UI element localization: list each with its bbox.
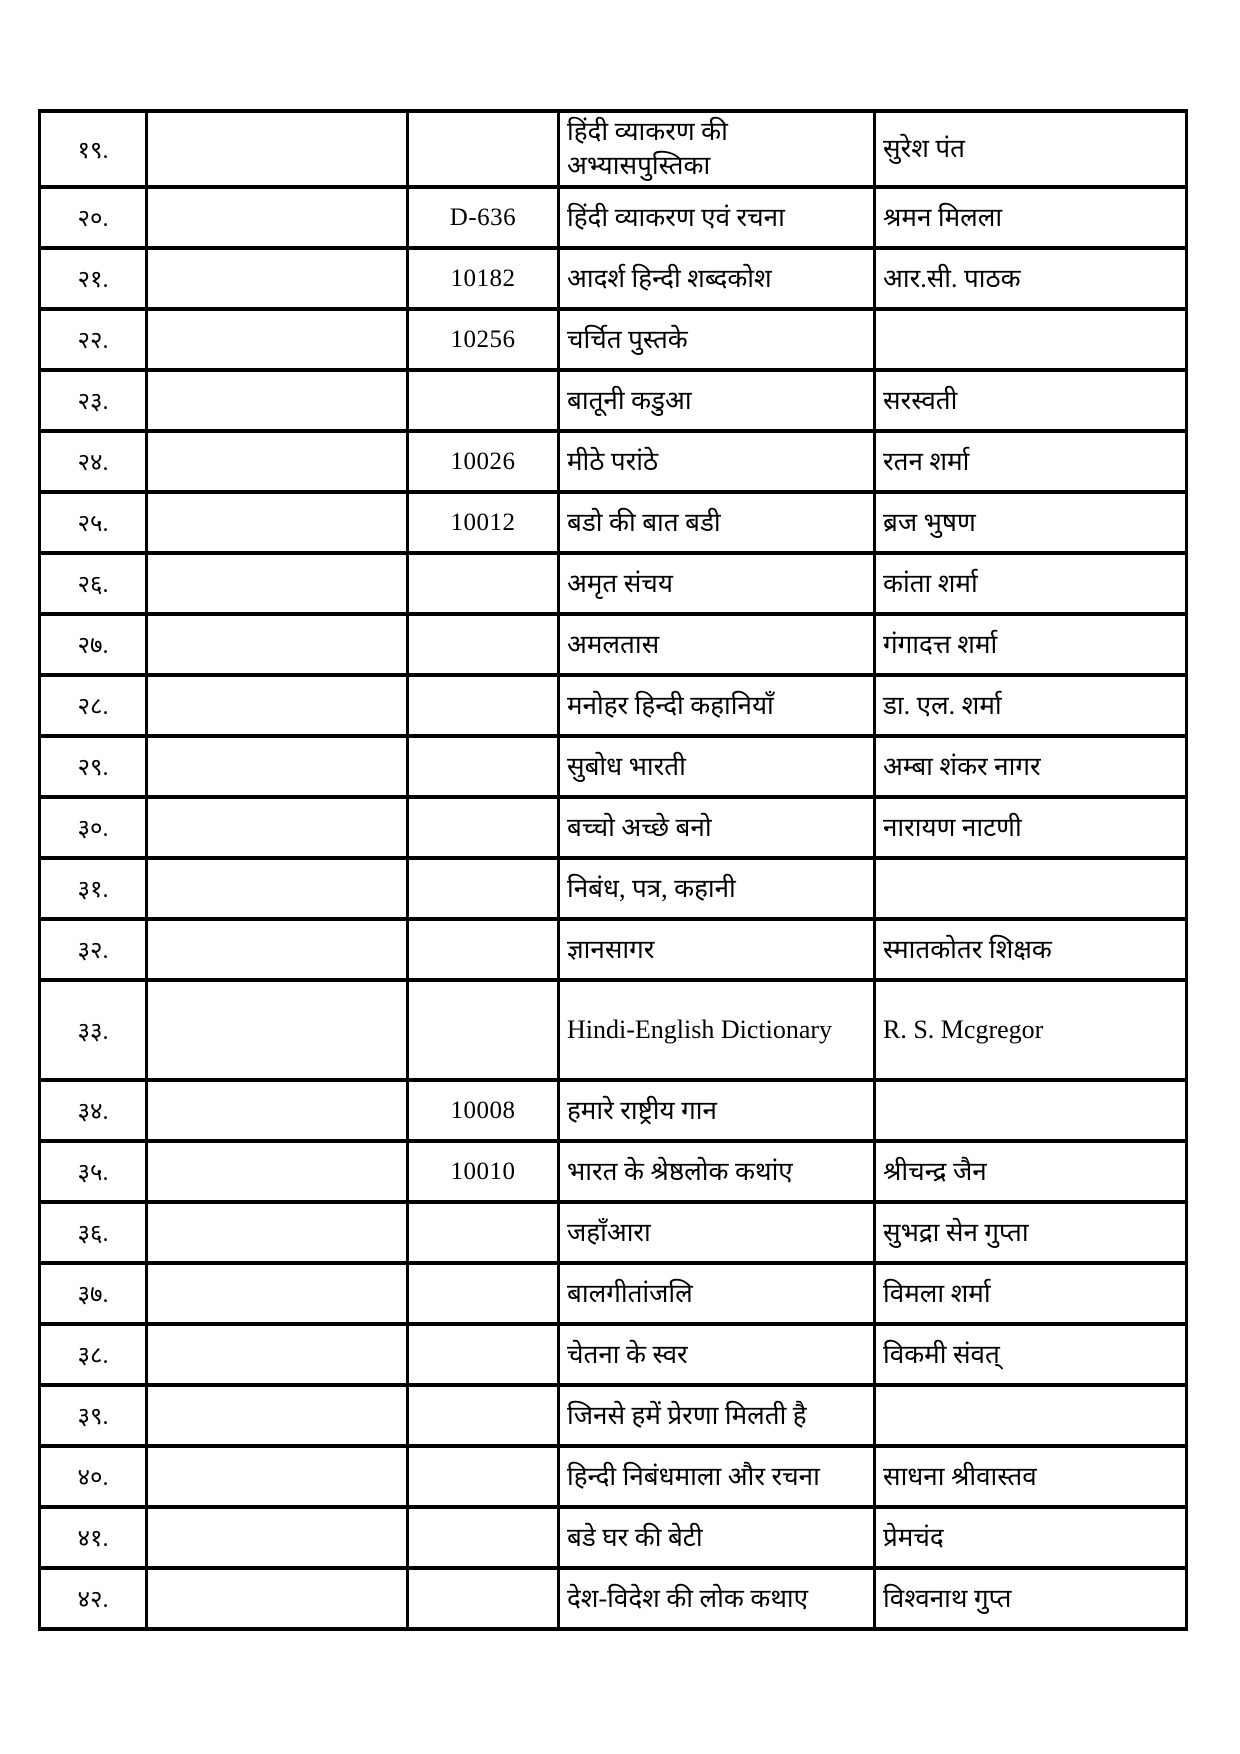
title-cell: चर्चित पुस्तके — [559, 309, 875, 370]
table-row — [40, 431, 1187, 492]
serial-cell: २०. — [40, 187, 147, 248]
code-cell: 10026 — [408, 431, 559, 492]
author-cell: R. S. Mcgregor — [875, 980, 1187, 1080]
serial-cell: २८. — [40, 675, 147, 736]
table-row — [40, 797, 1187, 858]
table-row — [40, 858, 1187, 919]
blank-cell — [147, 736, 408, 797]
title-cell: बच्चो अच्छे बनो — [559, 797, 875, 858]
code-cell — [408, 614, 559, 675]
code-cell — [408, 1568, 559, 1629]
title-cell: भारत के श्रेष्ठलोक कथांए — [559, 1141, 875, 1202]
code-cell — [408, 736, 559, 797]
book-table-body — [40, 111, 1187, 1629]
blank-cell — [147, 187, 408, 248]
title-cell: हिंदी व्याकरण एवं रचना — [559, 187, 875, 248]
code-cell: 10012 — [408, 492, 559, 553]
title-cell: अमृत संचय — [559, 553, 875, 614]
title-cell: जहाँआरा — [559, 1202, 875, 1263]
title-cell: बडो की बात बडी — [559, 492, 875, 553]
table-row — [40, 370, 1187, 431]
title-cell: हिन्दी निबंधमाला और रचना — [559, 1446, 875, 1507]
author-cell: स्मातकोतर शिक्षक — [875, 919, 1187, 980]
blank-cell — [147, 675, 408, 736]
table-row — [40, 1202, 1187, 1263]
serial-cell: ३१. — [40, 858, 147, 919]
table-row — [40, 1080, 1187, 1141]
author-cell: कांता शर्मा — [875, 553, 1187, 614]
serial-cell: २१. — [40, 248, 147, 309]
serial-cell: २३. — [40, 370, 147, 431]
blank-cell — [147, 797, 408, 858]
table-row — [40, 492, 1187, 553]
blank-cell — [147, 370, 408, 431]
blank-cell — [147, 919, 408, 980]
table-row — [40, 187, 1187, 248]
table-row — [40, 980, 1187, 1080]
serial-cell: २४. — [40, 431, 147, 492]
author-cell: सुभद्रा सेन गुप्ता — [875, 1202, 1187, 1263]
serial-cell: २९. — [40, 736, 147, 797]
title-cell: देश-विदेश की लोक कथाए — [559, 1568, 875, 1629]
table-row — [40, 248, 1187, 309]
title-cell: बडे घर की बेटी — [559, 1507, 875, 1568]
author-cell — [875, 1080, 1187, 1141]
blank-cell — [147, 858, 408, 919]
author-cell: श्रमन मिलला — [875, 187, 1187, 248]
title-cell: हिंदी व्याकरण की अभ्यासपुस्तिका — [559, 111, 875, 187]
table-row — [40, 111, 1187, 187]
code-cell — [408, 1507, 559, 1568]
blank-cell — [147, 1263, 408, 1324]
table-row — [40, 553, 1187, 614]
code-cell — [408, 1263, 559, 1324]
code-cell: 10256 — [408, 309, 559, 370]
blank-cell — [147, 1385, 408, 1446]
table-row — [40, 1324, 1187, 1385]
author-cell: प्रेमचंद — [875, 1507, 1187, 1568]
title-cell: मीठे परांठे — [559, 431, 875, 492]
serial-cell: २५. — [40, 492, 147, 553]
author-cell: रतन शर्मा — [875, 431, 1187, 492]
title-cell: बालगीतांजलि — [559, 1263, 875, 1324]
author-cell — [875, 309, 1187, 370]
code-cell — [408, 1446, 559, 1507]
author-cell: श्रीचन्द्र जैन — [875, 1141, 1187, 1202]
title-cell: चेतना के स्वर — [559, 1324, 875, 1385]
author-cell: आर.सी. पाठक — [875, 248, 1187, 309]
title-cell: निबंध, पत्र, कहानी — [559, 858, 875, 919]
code-cell — [408, 1385, 559, 1446]
serial-cell: ३४. — [40, 1080, 147, 1141]
table-row — [40, 614, 1187, 675]
title-cell: Hindi-English Dictionary — [559, 980, 875, 1080]
table-row — [40, 1446, 1187, 1507]
code-cell: 10182 — [408, 248, 559, 309]
serial-cell: २६. — [40, 553, 147, 614]
table-row — [40, 1141, 1187, 1202]
serial-cell: ३७. — [40, 1263, 147, 1324]
serial-cell: १९. — [40, 111, 147, 187]
table-row — [40, 736, 1187, 797]
serial-cell: ३८. — [40, 1324, 147, 1385]
blank-cell — [147, 1080, 408, 1141]
code-cell — [408, 1324, 559, 1385]
blank-cell — [147, 1202, 408, 1263]
blank-cell — [147, 1446, 408, 1507]
code-cell — [408, 111, 559, 187]
table-row — [40, 919, 1187, 980]
serial-cell: ३६. — [40, 1202, 147, 1263]
serial-cell: ४१. — [40, 1507, 147, 1568]
code-cell — [408, 370, 559, 431]
blank-cell — [147, 431, 408, 492]
serial-cell: ३५. — [40, 1141, 147, 1202]
title-cell: हमारे राष्ट्रीय गान — [559, 1080, 875, 1141]
blank-cell — [147, 111, 408, 187]
code-cell — [408, 919, 559, 980]
author-cell: सुरेश पंत — [875, 111, 1187, 187]
code-cell: 10008 — [408, 1080, 559, 1141]
author-cell: नारायण नाटणी — [875, 797, 1187, 858]
title-cell: जिनसे हमें प्रेरणा मिलती है — [559, 1385, 875, 1446]
author-cell: विश्वनाथ गुप्त — [875, 1568, 1187, 1629]
author-cell: गंगादत्त शर्मा — [875, 614, 1187, 675]
author-cell: विमला शर्मा — [875, 1263, 1187, 1324]
title-cell: मनोहर हिन्दी कहानियाँ — [559, 675, 875, 736]
blank-cell — [147, 492, 408, 553]
blank-cell — [147, 309, 408, 370]
blank-cell — [147, 553, 408, 614]
blank-cell — [147, 1507, 408, 1568]
code-cell — [408, 1202, 559, 1263]
title-cell: आदर्श हिन्दी शब्दकोश — [559, 248, 875, 309]
blank-cell — [147, 1324, 408, 1385]
blank-cell — [147, 980, 408, 1080]
author-cell — [875, 1385, 1187, 1446]
serial-cell: ३९. — [40, 1385, 147, 1446]
title-cell: सुबोध भारती — [559, 736, 875, 797]
serial-cell: २७. — [40, 614, 147, 675]
code-cell: D-636 — [408, 187, 559, 248]
code-cell — [408, 553, 559, 614]
table-row — [40, 675, 1187, 736]
table-row — [40, 1507, 1187, 1568]
serial-cell: ३३. — [40, 980, 147, 1080]
table-row — [40, 1568, 1187, 1629]
code-cell — [408, 675, 559, 736]
author-cell — [875, 858, 1187, 919]
author-cell: डा. एल. शर्मा — [875, 675, 1187, 736]
code-cell — [408, 858, 559, 919]
author-cell: विकमी संवत् — [875, 1324, 1187, 1385]
code-cell — [408, 980, 559, 1080]
blank-cell — [147, 248, 408, 309]
blank-cell — [147, 614, 408, 675]
blank-cell — [147, 1568, 408, 1629]
table-row — [40, 1263, 1187, 1324]
book-list-table — [38, 109, 1188, 1631]
author-cell: अम्बा शंकर नागर — [875, 736, 1187, 797]
serial-cell: ४०. — [40, 1446, 147, 1507]
code-cell: 10010 — [408, 1141, 559, 1202]
serial-cell: ३२. — [40, 919, 147, 980]
table-row — [40, 1385, 1187, 1446]
title-cell: बातूनी कडुआ — [559, 370, 875, 431]
title-cell: अमलतास — [559, 614, 875, 675]
author-cell: ब्रज भुषण — [875, 492, 1187, 553]
serial-cell: ४२. — [40, 1568, 147, 1629]
serial-cell: २२. — [40, 309, 147, 370]
code-cell — [408, 797, 559, 858]
table-row — [40, 309, 1187, 370]
title-cell: ज्ञानसागर — [559, 919, 875, 980]
author-cell: सरस्वती — [875, 370, 1187, 431]
serial-cell: ३०. — [40, 797, 147, 858]
blank-cell — [147, 1141, 408, 1202]
author-cell: साधना श्रीवास्तव — [875, 1446, 1187, 1507]
